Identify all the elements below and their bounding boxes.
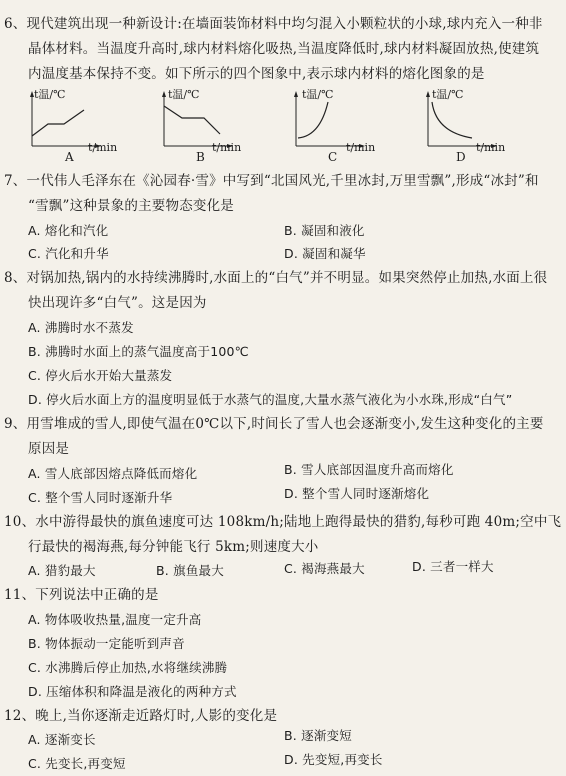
q11-option-c: C. 水沸腾后停止加热,水将继续沸腾 bbox=[28, 660, 228, 675]
graph-a-letter: A bbox=[65, 150, 74, 164]
q11-option-a: A. 物体吸收热量,温度一定升高 bbox=[28, 612, 202, 627]
q11-option-b: B. 物体振动一定能听到声音 bbox=[28, 636, 185, 651]
graph-d-xlabel: t/min bbox=[476, 141, 506, 154]
q8-line1: 8、对锅加热,锅内的水持续沸腾时,水面上的“白气”并不明显。如果突然停止加热,水面上很 bbox=[4, 270, 548, 286]
q6-line1: 6、现代建筑出现一种新设计:在墙面装饰材料中均匀混入小颗粒状的小球,球内充入一种非 bbox=[4, 16, 543, 32]
q11-option-d: D. 压缩体积和降温是液化的两种方式 bbox=[28, 684, 237, 699]
graph-b-letter: B bbox=[196, 150, 205, 164]
graph-b-ylabel: t温/℃ bbox=[168, 88, 200, 101]
q8-line2: 快出现许多“白气”。这是因为 bbox=[28, 295, 207, 311]
graph-c-ylabel: t温/℃ bbox=[302, 88, 334, 101]
q9-option-d: D. 整个雪人同时逐渐熔化 bbox=[284, 486, 430, 501]
q9-option-b: B. 雪人底部因温度升高而熔化 bbox=[284, 462, 454, 477]
q9-option-c: C. 整个雪人同时逐渐升华 bbox=[28, 490, 173, 505]
q9-line2: 原因是 bbox=[28, 441, 70, 457]
q10-option-b: B. 旗鱼最大 bbox=[156, 563, 224, 578]
q8-option-d: D. 停火后水面上方的温度明显低于水蒸气的温度,大量水蒸气液化为小水珠,形成“白气” bbox=[28, 392, 513, 407]
q12-line1: 12、晚上,当你逐渐走近路灯时,人影的变化是 bbox=[4, 708, 278, 724]
graph-c-curve bbox=[298, 102, 328, 138]
graph-c-letter: C bbox=[328, 150, 338, 164]
graph-a-ylabel: t温/℃ bbox=[34, 88, 66, 101]
q10-line2: 行最快的褐海燕,每分钟能飞行 5km;则速度大小 bbox=[28, 539, 319, 555]
q7-option-c: C. 汽化和升华 bbox=[28, 246, 109, 261]
graph-b-curve bbox=[164, 106, 220, 134]
q8-option-a: A. 沸腾时水不蒸发 bbox=[28, 320, 134, 335]
graph-a-xlabel: t/min bbox=[88, 141, 118, 154]
q12-option-d: D. 先变短,再变长 bbox=[284, 752, 383, 767]
q8-option-c: C. 停火后水开始大量蒸发 bbox=[28, 368, 173, 383]
q10-option-c: C. 褐海燕最大 bbox=[284, 561, 365, 576]
q7-option-a: A. 熔化和汽化 bbox=[28, 223, 109, 238]
q12-option-b: B. 逐渐变短 bbox=[284, 728, 352, 743]
q8-option-b: B. 沸腾时水面上的蒸气温度高于100℃ bbox=[28, 344, 249, 359]
graph-b-xlabel: t/min bbox=[212, 141, 242, 154]
q11-line1: 11、下列说法中正确的是 bbox=[4, 587, 159, 603]
q9-option-a: A. 雪人底部因熔点降低而熔化 bbox=[28, 466, 198, 481]
q10-option-a: A. 猎豹最大 bbox=[28, 563, 96, 578]
q9-line1: 9、用雪堆成的雪人,即使气温在0℃以下,时间长了雪人也会逐渐变小,发生这种变化的主要 bbox=[4, 416, 544, 432]
graph-c-xlabel: t/min bbox=[346, 141, 376, 154]
q7-line1: 7、一代伟人毛泽东在《沁园春·雪》中写到“北国风光,千里冰封,万里雪飘”,形成“冰封”和 bbox=[4, 173, 539, 189]
q7-option-d: D. 凝固和凝华 bbox=[284, 246, 366, 261]
graph-d-ylabel: t温/℃ bbox=[432, 88, 464, 101]
q6-line3: 内温度基本保持不变。如下所示的四个图象中,表示球内材料的熔化图象的是 bbox=[28, 66, 485, 82]
graph-d-letter: D bbox=[456, 150, 466, 164]
q10-line1: 10、水中游得最快的旗鱼速度可达 108km/h;陆地上跑得最快的猎豹,每秒可跑 40m;空中飞 bbox=[4, 514, 562, 530]
q7-line2: “雪飘”这种景象的主要物态变化是 bbox=[28, 198, 235, 214]
q7-option-b: B. 凝固和液化 bbox=[284, 223, 365, 238]
q6-line2: 晶体材料。当温度升高时,球内材料熔化吸热,当温度降低时,球内材料凝固放热,使建筑 bbox=[28, 41, 540, 57]
graph-d-curve bbox=[432, 102, 472, 138]
q12-option-a: A. 逐渐变长 bbox=[28, 732, 96, 747]
q12-option-c: C. 先变长,再变短 bbox=[28, 756, 126, 771]
q10-option-d: D. 三者一样大 bbox=[412, 559, 494, 574]
graph-a-curve bbox=[32, 110, 84, 136]
